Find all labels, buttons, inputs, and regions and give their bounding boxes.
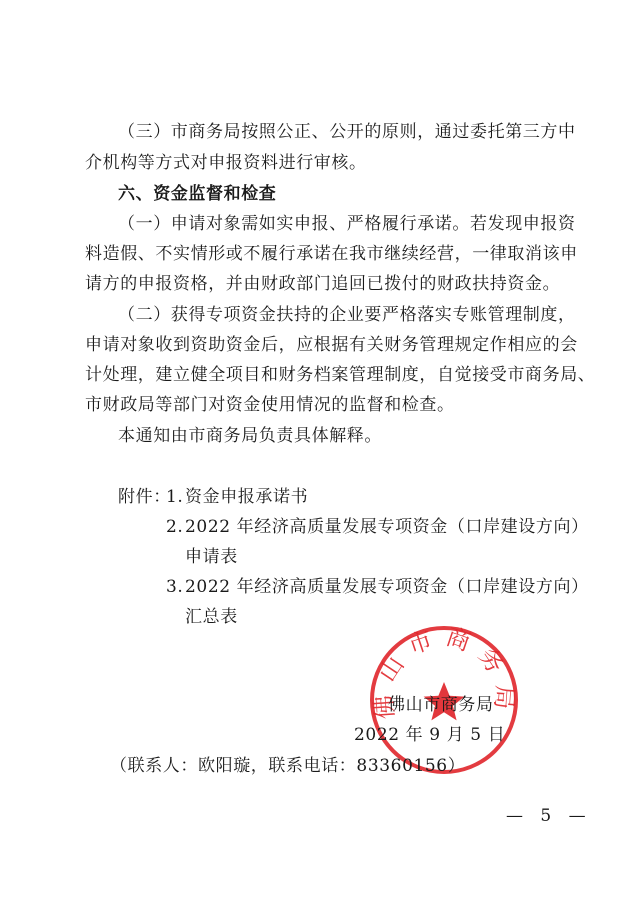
page-number: — 5 — [506,806,592,826]
signature-organization: 佛山市商务局 [388,695,494,715]
attachments-label: 附件： [118,487,171,507]
attachment-3-title-line-2: 汇总表 [185,607,238,627]
para-6-2-line-2: 申请对象收到资助资金后，应根据有关财务管理规定作相应的会 [85,335,578,355]
signature-date: 2022 年 9 月 5 日 [354,725,506,745]
attachment-3-number: 3. [166,577,184,597]
para-6-1-line-1: （一）申请对象需如实申报、严格履行承诺。若发现申报资 [118,214,576,234]
attachment-3-title-line-1: 2022 年经济高质量发展专项资金（口岸建设方向） [185,577,589,597]
attachment-1-title: 资金申报承诺书 [185,487,309,507]
attachment-2-title-line-2: 申请表 [185,547,238,567]
para-6-1-line-2: 料造假、不实情形或不履行承诺在我市继续经营，一律取消该申 [85,244,578,264]
para-3-line-1: （三）市商务局按照公正、公开的原则，通过委托第三方中 [118,122,576,142]
seal-text: 佛山市商务局 [368,622,520,721]
attachment-2-title-line-1: 2022 年经济高质量发展专项资金（口岸建设方向） [185,517,589,537]
interpretation-line: 本通知由市商务局负责具体解释。 [118,426,382,446]
para-6-2-line-1: （二）获得专项资金扶持的企业要严格落实专账管理制度， [118,305,576,325]
contact-line: （联系人：欧阳璇，联系电话：83360156） [110,756,466,776]
para-6-2-line-3: 计处理，建立健全项目和财务档案管理制度，自觉接受市商务局、 [85,365,596,385]
attachment-1-number: 1. [166,487,184,507]
para-6-1-line-3: 请方的申报资格，并由财政部门追回已拨付的财政扶持资金。 [85,274,561,294]
para-6-2-line-4: 市财政局等部门对资金使用情况的监督和检查。 [85,395,455,415]
para-3-line-2: 介机构等方式对申报资料进行审核。 [85,153,367,173]
attachment-2-number: 2. [166,517,184,537]
section-6-heading: 六、资金监督和检查 [118,184,277,204]
